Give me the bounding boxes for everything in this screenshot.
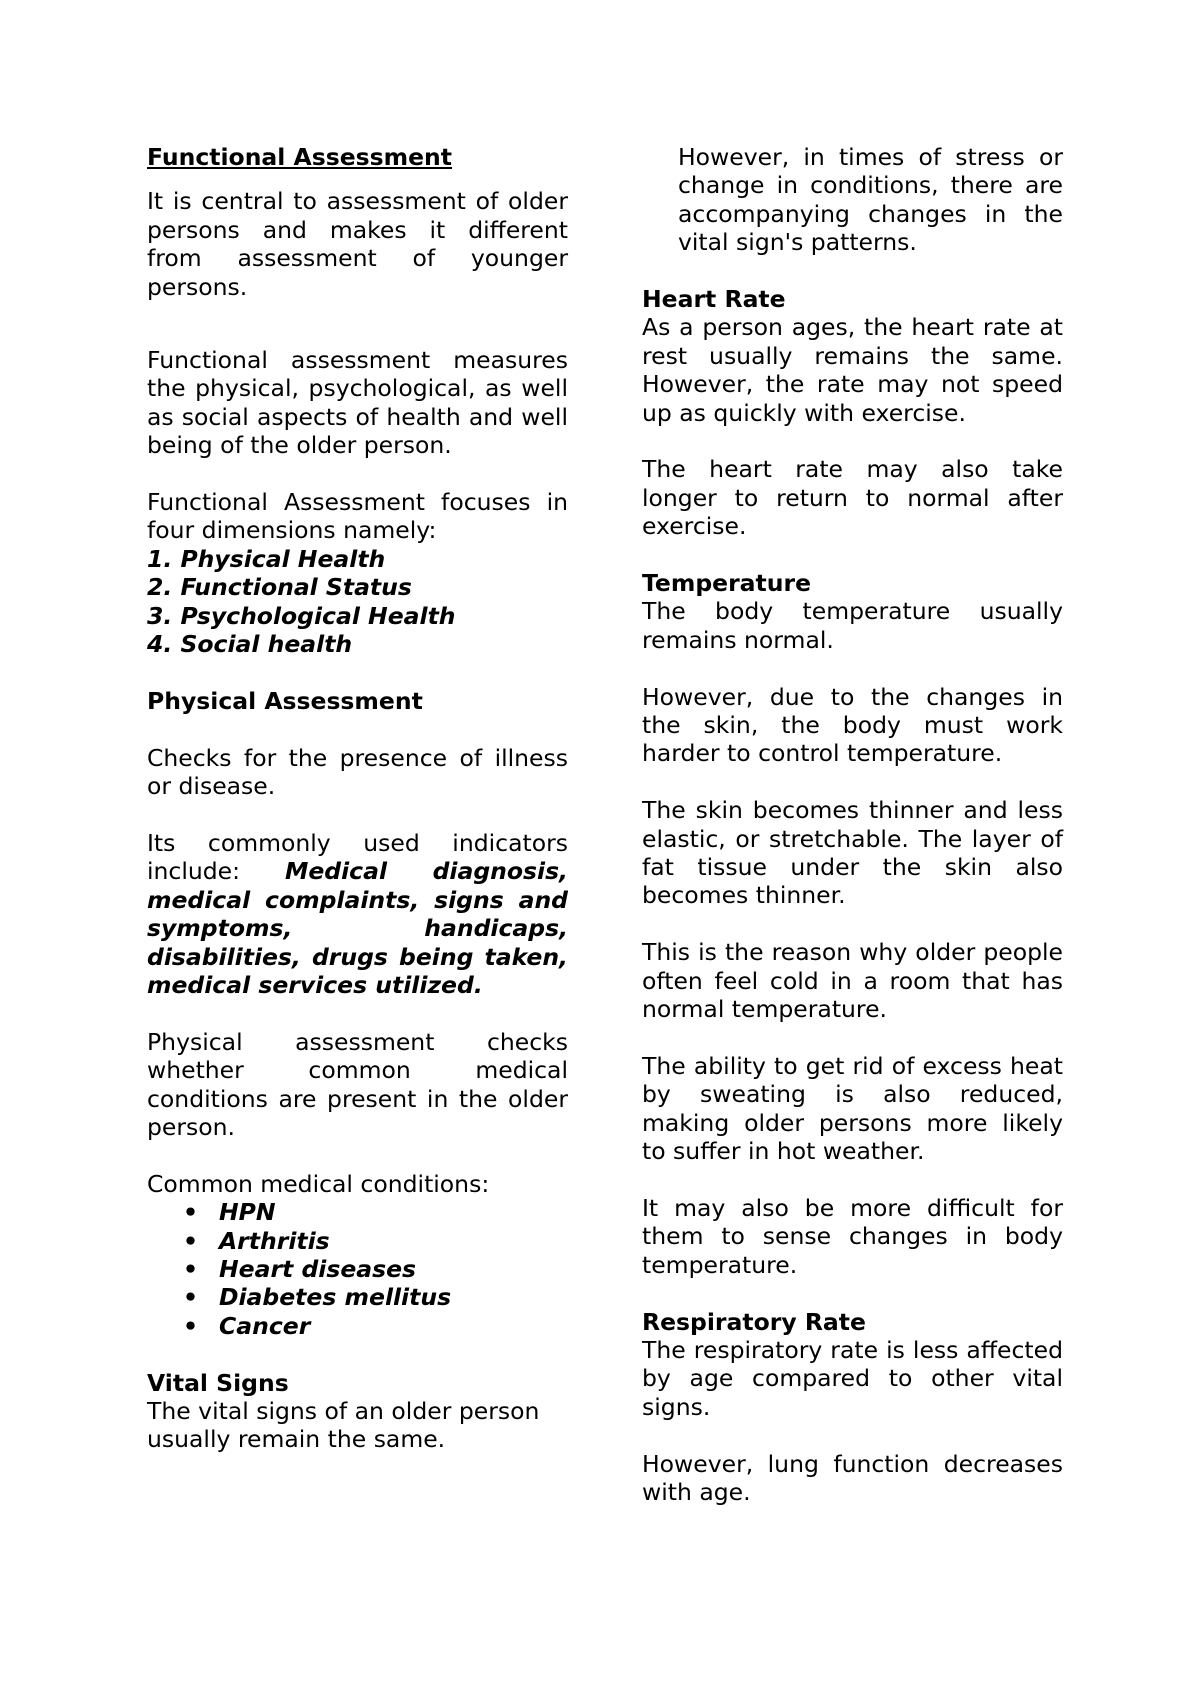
vital-signs-heading: Vital Signs <box>147 1368 289 1397</box>
respiratory-rate-paragraph: The respiratory rate is less affected by age compared to other vital signs. <box>642 1335 1063 1421</box>
page-title: Functional Assessment <box>147 143 452 171</box>
temperature-paragraph-6: It may also be more difficult for them to sense changes in body temperature. <box>642 1193 1063 1279</box>
dimension-item: 4. Social health <box>147 630 353 659</box>
temperature-heading: Temperature <box>642 569 812 598</box>
measures-paragraph: Functional assessment measures the physical, psychological, as well as social aspects of health and well being of the older person. <box>147 346 568 460</box>
respiratory-rate-heading: Respiratory Rate <box>642 1307 866 1336</box>
temperature-paragraph: The body temperature usually remains normal. <box>642 597 1063 654</box>
condition-item: • HPN <box>183 1198 568 1226</box>
indicators-list: Medical diagnosis, medical complaints, signs and symptoms, handicaps, disabilities, drugs being taken, medical services utilized. <box>147 857 568 999</box>
temperature-paragraph-5: The ability to get rid of excess heat by sweating is also reduced, making older persons more likely to suffer in hot weather. <box>642 1051 1063 1166</box>
heart-rate-paragraph: As a person ages, the heart rate at rest usually remains the same. However, the rate may not speed up as quickly with exercise. <box>642 313 1063 427</box>
intro-paragraph: It is central to assessment of older persons and makes it different from assessment of younger persons. <box>147 187 568 301</box>
dimension-item: 1. Physical Health <box>147 544 386 573</box>
heart-rate-heading: Heart Rate <box>642 285 786 314</box>
heart-rate-paragraph-2: The heart rate may also take longer to return to normal after exercise. <box>642 455 1063 541</box>
stress-paragraph: However, in times of stress or change in conditions, there are accompanying changes in the vital sign's patterns. <box>678 143 1063 257</box>
condition-item: • Arthritis <box>183 1227 568 1255</box>
focus-intro: Functional Assessment focuses in four dimensions namely: <box>147 488 568 545</box>
respiratory-rate-paragraph-2: However, lung function decreases with age. <box>642 1449 1063 1506</box>
dimension-item: 2. Functional Status <box>147 573 412 602</box>
left-column <box>147 143 568 1454</box>
dimensions-list <box>147 545 568 659</box>
physical-assessment-heading: Physical Assessment <box>147 686 423 715</box>
indicators-paragraph <box>147 829 568 999</box>
condition-item: • Heart diseases <box>183 1255 568 1283</box>
condition-item: • Cancer <box>183 1312 568 1340</box>
right-column <box>642 143 1063 1506</box>
conditions-list <box>147 1198 568 1340</box>
physical-conditions-paragraph: Physical assessment checks whether common medical conditions are present in the older person. <box>147 1027 568 1141</box>
temperature-paragraph-4: This is the reason why older people often feel cold in a room that has normal temperature. <box>642 938 1063 1024</box>
temperature-paragraph-2: However, due to the changes in the skin, the body must work harder to control temperature. <box>642 682 1063 768</box>
physical-checks-paragraph: Checks for the presence of illness or disease. <box>147 743 568 801</box>
dimension-item: 3. Psychological Health <box>147 601 456 630</box>
common-conditions-label: Common medical conditions: <box>147 1169 490 1198</box>
temperature-paragraph-3: The skin becomes thinner and less elastic, or stretchable. The layer of fat tissue under the skin also becomes thinner. <box>642 796 1063 910</box>
condition-item: • Diabetes mellitus <box>183 1283 568 1311</box>
indicators-intro: Its commonly used indicators include: <box>147 828 568 886</box>
vital-signs-paragraph: The vital signs of an older person usually remain the same. <box>147 1396 540 1454</box>
